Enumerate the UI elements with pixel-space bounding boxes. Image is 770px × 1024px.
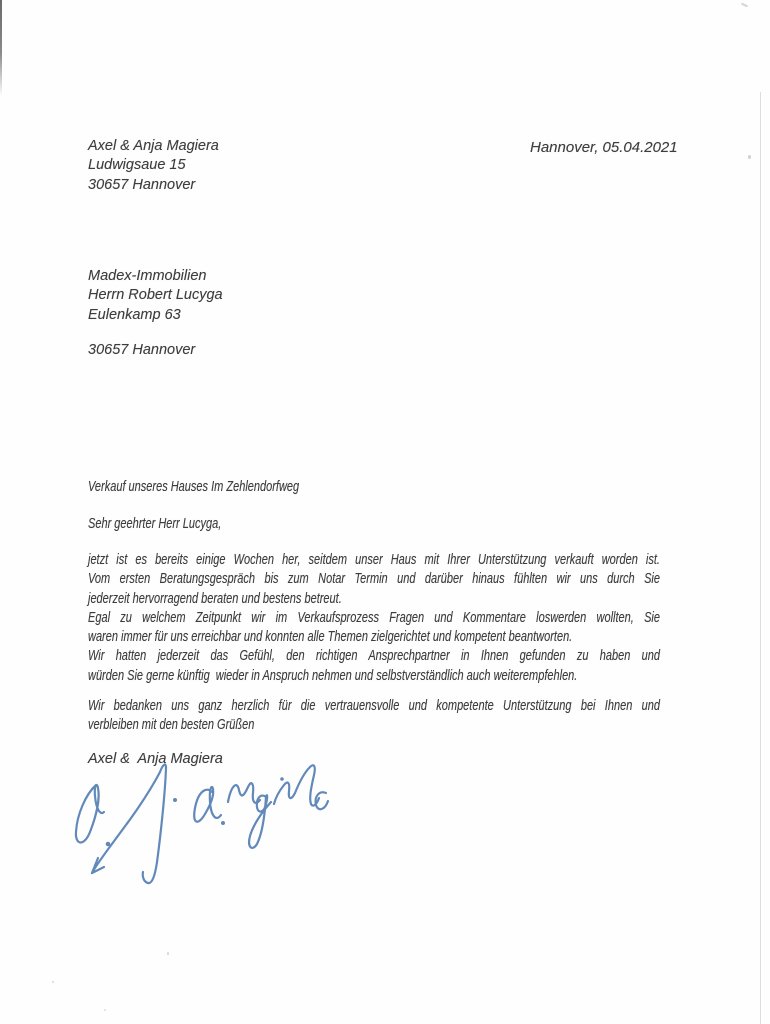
handwritten-signature (58, 750, 394, 900)
subject-line: Verkauf unseres Hauses Im Zehlendorfweg (88, 478, 300, 495)
sender-name: Axel & Anja Magiera (88, 138, 219, 154)
salutation: Sehr geehrter Herr Lucyga, (88, 515, 222, 532)
date-line: Hannover, 05.04.2021 (530, 139, 678, 156)
signature-period-dot2 (221, 821, 225, 825)
signature-flourish-barb (92, 867, 104, 873)
signature-initial-a (76, 785, 104, 843)
scan-artifact-speck (748, 155, 751, 159)
body-line: würden Sie gerne künftig wieder in Anspruch nehmen und selbstverständlich auch weiterempfehlen. (88, 666, 578, 684)
closing-line: Wir bedanken uns ganz herzlich für die vertrauensvolle und kompetente Unterstützung bei Ihnen und (88, 697, 660, 714)
recipient-address (88, 267, 223, 360)
scan-artifact-left-edge (0, 0, 2, 96)
closing-line: verbleiben mit den besten Grüßen (88, 716, 255, 734)
recipient-contact: Herrn Robert Lucyga (88, 287, 223, 304)
body-line: Egal zu welchem Zeitpunkt wir im Verkaufsprozess Fragen und Kommentare loswerden wollten, Sie (88, 608, 660, 626)
signature-i-dot (280, 777, 284, 781)
signature-name-script (274, 765, 319, 805)
body-line: jetzt ist es bereits einige Wochen her, seitdem unser Haus mit Ihrer Unterstützung verkauft worden ist. (88, 551, 660, 568)
typed-signature-name: Axel & Anja Magiera (88, 751, 223, 767)
recipient-street: Eulenkamp 63 (88, 306, 181, 323)
body-line: waren immer für uns erreichbar und konnten alle Themen zielgerichtet und kompetent beantworten. (88, 628, 573, 646)
closing-paragraph (88, 696, 660, 735)
signature-name-script (249, 795, 271, 848)
body-line: jederzeit hervorragend beraten und bestens betreut. (88, 589, 342, 607)
sender-city: 30657 Hannover (88, 176, 196, 193)
signature-flourish (92, 765, 166, 884)
recipient-city: 30657 Hannover (88, 341, 196, 358)
signature-mid-dot (173, 798, 177, 802)
scan-artifact-speck (52, 981, 54, 983)
signature-name-script (316, 792, 328, 809)
scan-artifact-speck (104, 1009, 106, 1011)
signature-period-dot (106, 842, 111, 847)
scan-artifact-smudge (741, 3, 748, 8)
signature-name-script (228, 783, 260, 803)
signature-flourish-barb (92, 858, 98, 873)
letter-body (88, 550, 660, 685)
sender-street: Ludwigsaue 15 (88, 157, 186, 174)
body-line: Vom ersten Beratungsgespräch bis zum Notar Termin und darüber hinaus fühlten wir uns durch Sie (88, 570, 660, 588)
scan-artifact-right-edge (760, 92, 761, 1024)
signature-initial-a2 (194, 787, 221, 822)
scan-artifact-speck (167, 952, 169, 955)
body-line: Wir hatten jederzeit das Gefühl, den richtigen Ansprechpartner in Ihnen gefunden zu haben und (88, 647, 660, 665)
recipient-company: Madex-Immobilien (88, 268, 207, 284)
sender-address (88, 137, 219, 195)
